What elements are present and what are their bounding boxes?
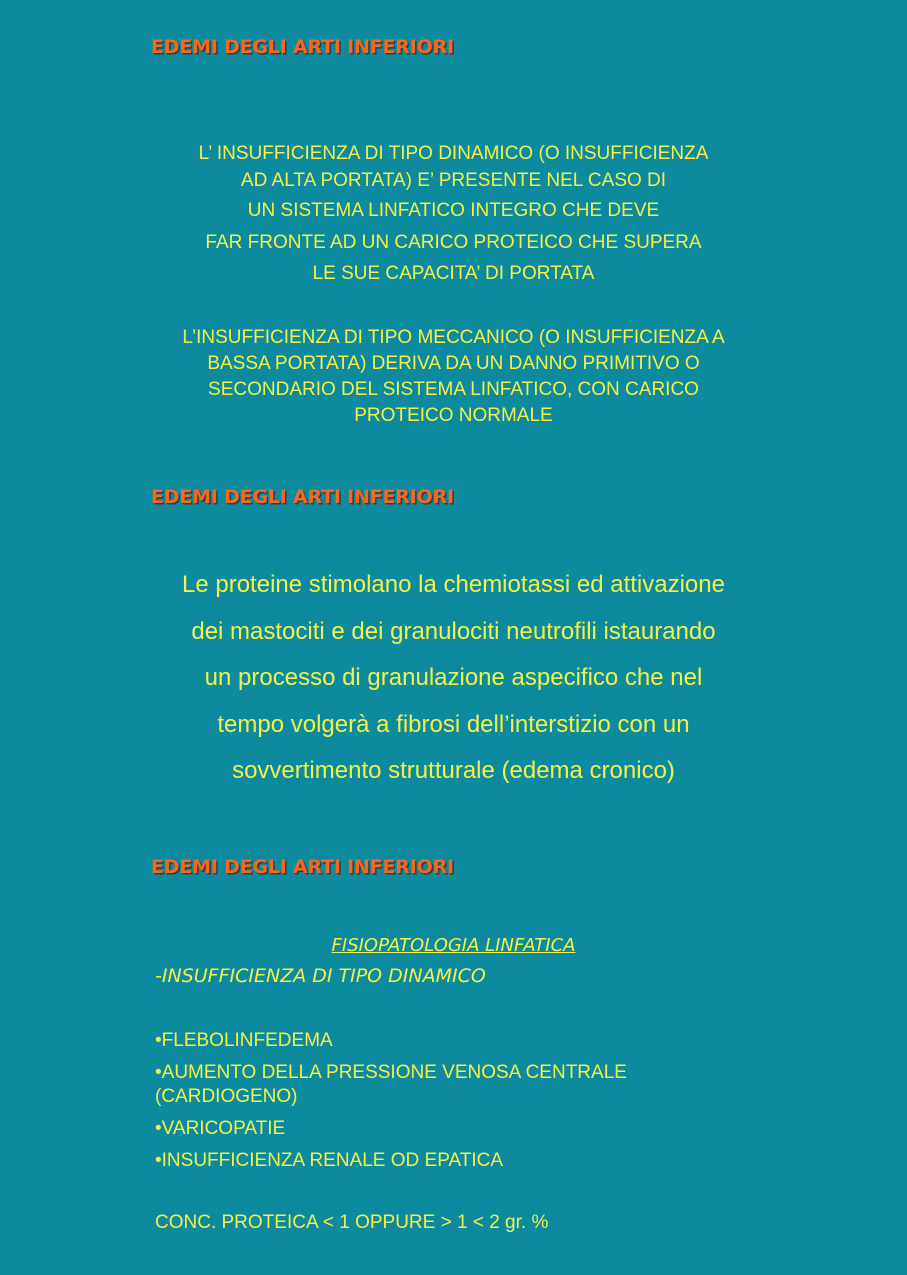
text-line: FAR FRONTE AD UN CARICO PROTEICO CHE SUPERA [205,232,702,253]
text-line: AD ALTA PORTATA) E’ PRESENTE NEL CASO DI [240,170,667,191]
text-line: LE SUE CAPACITA’ DI PORTATA [312,263,595,284]
text-line: tempo volgerà a fibrosi dell’interstizio con un [217,710,690,738]
bullet-item: •INSUFFICIENZA RENALE OD EPATICA [155,1150,504,1171]
section1-title: EDEMI DEGLI ARTI INFERIORI [151,36,454,58]
bullet-item: •VARICOPATIE [155,1118,286,1139]
text-line: UN SISTEMA LINFATICO INTEGRO CHE DEVE [247,200,660,221]
text-line: sovvertimento strutturale (edema cronico) [232,757,675,784]
text-line: SECONDARIO DEL SISTEMA LINFATICO, CON CARICO [208,379,699,400]
text-line: L’ INSUFFICIENZA DI TIPO DINAMICO (O INSUFFICIENZA [198,143,709,164]
protein-concentration-note: CONC. PROTEICA < 1 OPPURE > 1 < 2 gr. % [155,1212,549,1233]
bullet-item: •FLEBOLINFEDEMA [155,1030,333,1051]
bullet-item: •AUMENTO DELLA PRESSIONE VENOSA CENTRALE (CARDIOGENO) [155,1062,627,1107]
section2-paragraph [0,562,907,795]
section1-paragraph2 [0,325,907,429]
text-line: PROTEICO NORMALE [354,405,553,426]
section3-subtitle: FISIOPATOLOGIA LINFATICA [331,935,576,956]
text-line: un processo di granulazione aspecifico che nel [204,664,703,691]
text-line: Le proteine stimolano la chemiotassi ed attivazione [182,571,725,598]
section2-title: EDEMI DEGLI ARTI INFERIORI [151,486,454,508]
text-line: dei mastociti e dei granulociti neutrofili istaurando [191,617,716,645]
section1-paragraph1 [0,141,907,290]
section3-title: EDEMI DEGLI ARTI INFERIORI [151,856,454,878]
section3-subheading: -INSUFFICIENZA DI TIPO DINAMICO [155,965,486,987]
text-line: L’INSUFFICIENZA DI TIPO MECCANICO (O INSUFFICIENZA A [182,327,725,348]
text-line: BASSA PORTATA) DERIVA DA UN DANNO PRIMITIVO O [207,353,700,374]
